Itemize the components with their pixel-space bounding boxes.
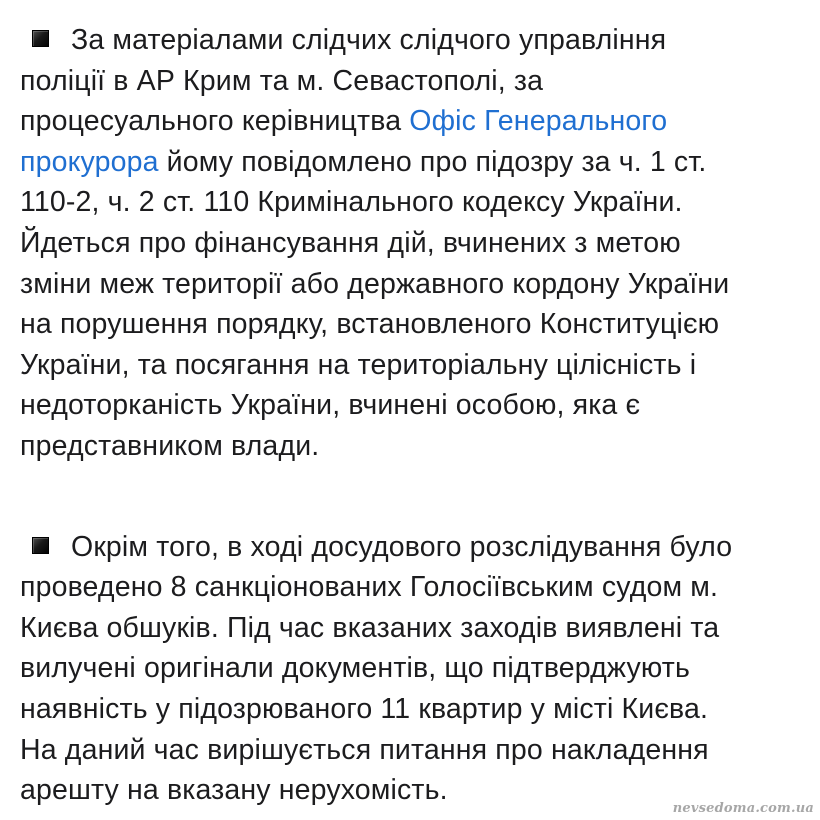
text-line: [20, 648, 806, 689]
text-line: [20, 223, 806, 264]
text-segment: Йдеться про фінансування дій, вчинених з метою: [20, 226, 681, 259]
site-watermark: nevsedoma.com.ua: [672, 801, 814, 816]
text-segment: йому повідомлено про підозру за ч. 1 ст.: [158, 145, 707, 178]
text-segment: представником влади.: [20, 429, 320, 462]
text-segment: Окрім того, в ході досудового розслідування було: [71, 530, 733, 563]
paragraph-list: [20, 20, 806, 811]
paragraph: [20, 527, 806, 811]
text-segment: недоторканість України, вчинені особою, яка є: [20, 389, 641, 422]
text-segment: поліції в АР Крим та м. Севастополі, за: [20, 64, 544, 97]
text-segment: арешту на вказану нерухомість.: [20, 774, 448, 807]
text-segment: наявність у підозрюваного 11 квартир у місті Києва.: [20, 692, 709, 725]
text-line: [20, 689, 806, 730]
text-line: [20, 426, 806, 467]
text-line: [20, 101, 806, 142]
text-line: [20, 264, 806, 305]
text-line: [20, 304, 806, 345]
text-segment: На даний час вирішується питання про накладення: [20, 733, 709, 766]
text-segment: За матеріалами слідчих слідчого управління: [71, 24, 667, 56]
text-line: [20, 730, 806, 771]
text-line: [20, 142, 806, 183]
text-segment: 110-2, ч. 2 ст. 110 Кримінального кодексу України.: [20, 186, 683, 219]
text-line: [20, 608, 806, 649]
text-segment: процесуального керівництва: [20, 105, 410, 138]
text-line: [20, 527, 806, 568]
prosecutor-office-link[interactable]: прокурора: [20, 145, 159, 178]
text-line: [20, 385, 806, 426]
prosecutor-office-link[interactable]: Офіс Генерального: [409, 105, 668, 138]
black-square-icon: [32, 30, 49, 47]
text-segment: вилучені оригінали документів, що підтверджують: [20, 652, 690, 685]
text-line: [20, 567, 806, 608]
paragraph: [20, 20, 806, 467]
text-line: [20, 182, 806, 223]
text-line: [20, 345, 806, 386]
text-line: [20, 20, 806, 61]
text-line: [20, 61, 806, 102]
black-square-icon: [32, 537, 49, 554]
text-segment: на порушення порядку, встановленого Конституцією: [20, 308, 720, 341]
text-segment: України, та посягання на територіальну цілісність і: [20, 348, 697, 381]
text-segment: Києва обшуків. Під час вказаних заходів виявлені та: [20, 611, 720, 644]
text-segment: проведено 8 санкціонованих Голосіївським судом м.: [20, 571, 719, 604]
text-segment: зміни меж території або державного кордону України: [20, 267, 730, 300]
